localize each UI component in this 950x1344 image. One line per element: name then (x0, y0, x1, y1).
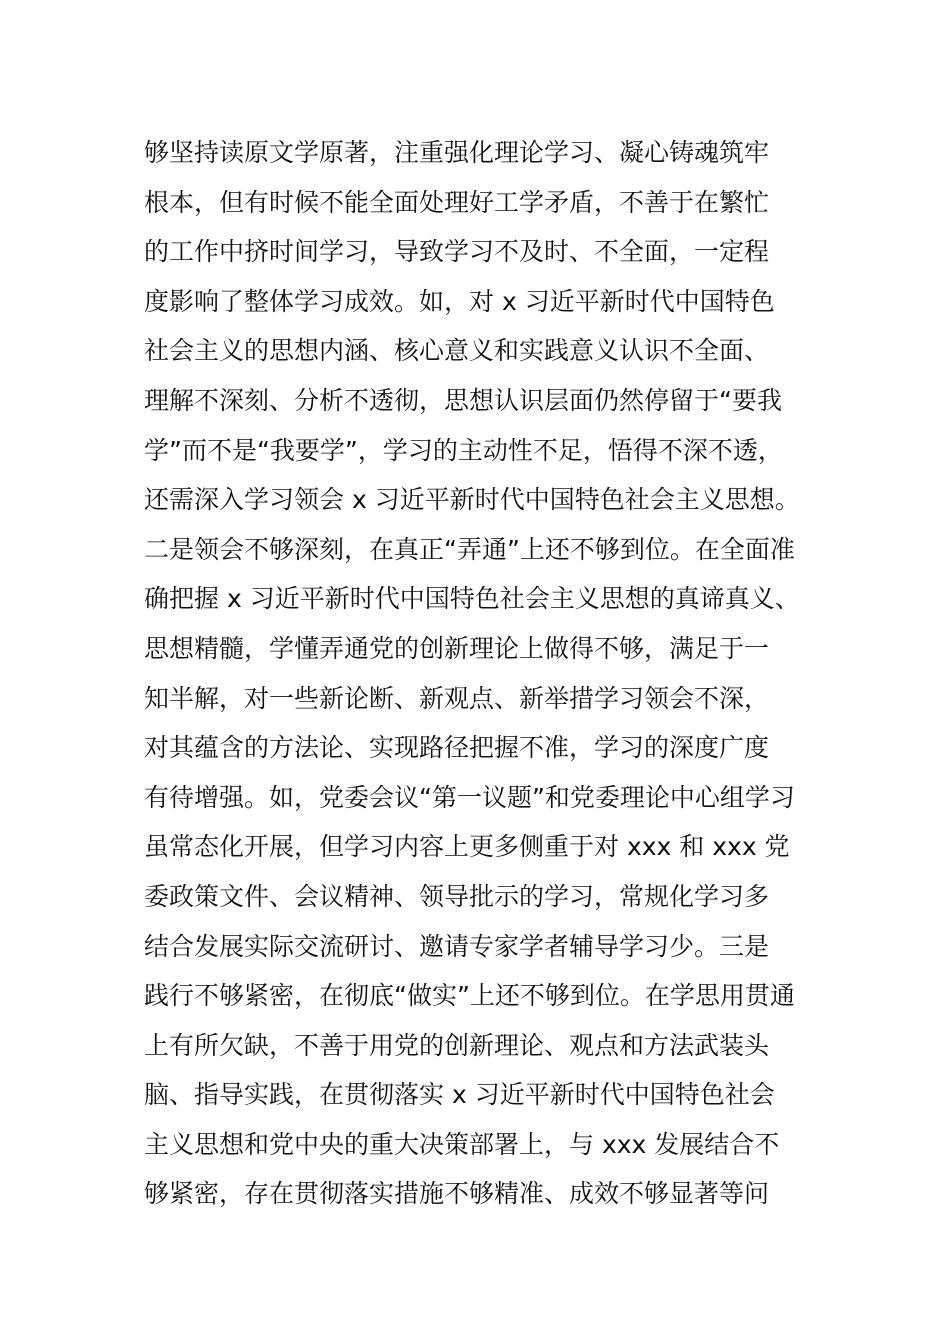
text-line-19: 上有所欠缺，不善于用党的创新理论、观点和方法武装头 (144, 1030, 770, 1060)
text-line-22: 够紧密，存在贯彻落实措施不够精准、成效不够显著等问 (144, 1179, 770, 1209)
text-line-5: 社会主义的思想内涵、核心意义和实践意义认识不全面、 (144, 336, 770, 366)
text-line-3: 的工作中挤时间学习，导致学习不及时、不全面，一定程 (144, 237, 770, 267)
text-line-2: 根本，但有时候不能全面处理好工学矛盾，不善于在繁忙 (144, 187, 770, 217)
body-text (144, 128, 844, 1219)
text-line-14: 有待增强。如，党委会议“第一议题”和党委理论中心组学习 (144, 782, 795, 812)
text-line-12: 知半解，对一些新论断、新观点、新举措学习领会不深， (144, 683, 770, 713)
text-line-9: 二是领会不够深刻，在真正“弄通”上还不够到位。在全面准 (144, 534, 795, 564)
text-line-18: 践行不够紧密，在彻底“做实”上还不够到位。在学思用贯通 (144, 981, 795, 1011)
text-line-21: 主义思想和党中央的重大决策部署上，与 xxx 发展结合不 (144, 1129, 780, 1159)
text-line-17: 结合发展实际交流研讨、邀请专家学者辅导学习少。三是 (144, 931, 770, 961)
text-line-1: 够坚持读原文学原著，注重强化理论学习、凝心铸魂筑牢 (144, 138, 770, 167)
text-line-7: 学”而不是“我要学”，学习的主动性不足，悟得不深不透， (144, 435, 783, 465)
text-line-20: 脑、指导实践，在贯彻落实 x 习近平新时代中国特色社会 (144, 1080, 775, 1110)
text-line-10: 确把握 x 习近平新时代中国特色社会主义思想的真谛真义、 (144, 584, 800, 614)
text-line-4: 度影响了整体学习成效。如，对 x 习近平新时代中国特色 (144, 286, 775, 316)
text-line-15: 虽常态化开展，但学习内容上更多侧重于对 xxx 和 xxx 党 (144, 832, 790, 862)
text-line-11: 思想精髓，学懂弄通党的创新理论上做得不够，满足于一 (144, 633, 770, 663)
text-line-8: 还需深入学习领会 x 习近平新时代中国特色社会主义思想。 (144, 485, 800, 515)
text-line-13: 对其蕴含的方法论、实现路径把握不准，学习的深度广度 (144, 733, 770, 763)
text-line-16: 委政策文件、会议精神、领导批示的学习，常规化学习多 (144, 881, 770, 911)
text-line-6: 理解不深刻、分析不透彻，思想认识层面仍然停留于“要我 (144, 385, 782, 415)
